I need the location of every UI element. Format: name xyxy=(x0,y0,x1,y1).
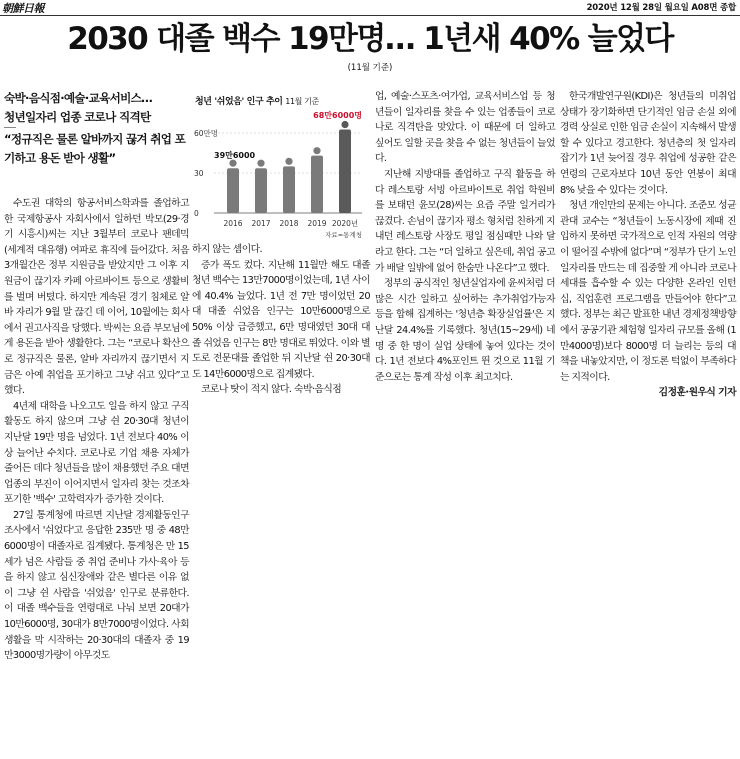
col3-paragraph-2: 지난해 지방대를 졸업하고 구직 활동을 하다 레스토랑 서빙 아르바이트로 취업 학원비를 보태던 윤모(28)씨는 요즘 주말 일거리가 끊겼다. 손님이 끊기자 평소 형처럼 친하게 지내던 레스토랑 사장도 평일 점심때만 나와 달라고 한다. 그는 “더 일하고 싶은데, 취업 공고가 배달 일밖에 없어 한숨만 나온다”고 했다. xyxy=(375,168,555,274)
bar-head-2019 xyxy=(313,147,320,154)
column-1 xyxy=(4,196,189,664)
bar-head-2018 xyxy=(285,158,292,165)
chart xyxy=(192,94,366,240)
x-tick-3: 2019 xyxy=(307,219,327,228)
col4-paragraph-2: 청년 개인만의 문제는 아니다. 조준모 성균관대 교수는 “청년들이 노동시장에 제때 진입하지 못하면 국가적으로 인적 자원의 역량이 떨어질 수밖에 없다”며 “정부가 단기 노인 일자리를 만드는 데 집중할 게 아니라 코로나 세대를 흡수할 수 있는 다양한 온라인 인턴십, 직업훈련 프로그램을 만들어야 한다”고 했다. 정부는 최근 발표한 내년 경제정책방향에서 공공기관 체험형 일자리 규모를 올해 (1만4000명)보다 8000명 더 늘리는 등의 대책을 내놓았지만, 이 정도론 턱없이 부족하다는 지적이다. xyxy=(560,200,736,383)
bar-2020년 xyxy=(339,130,351,213)
masthead xyxy=(0,0,740,16)
y-tick-60: 60만명 xyxy=(194,129,219,138)
x-tick-2: 2018 xyxy=(279,219,299,228)
subhead-line2: 청년일자리 업종 코로나 직격탄 xyxy=(4,109,151,124)
col1-paragraph-3: 27일 통계청에 따르면 지난달 경제활동인구조사에서 '쉬었다'고 응답한 235만 명 중 48만6000명이 대졸자로 집계됐다. 통계청은 만 15세가 넘은 사람들 중 취업 준비나 가사·육아 등을 하지 않고 심신장애와 같은 별다른 이유 없이 그냥 쉰 사람을 '쉬었음' 인구로 분류한다. 이 대졸 백수들을 연령대로 나눠 보면 20대가 10만6000명, 30대가 8만7000명이었다. 사회생활을 막 시작하는 20·30대의 대졸자 중 19만3000명가량이 아무것도 xyxy=(4,509,189,662)
headline: 2030 대졸 백수 19만명… 1년새 40% 늘었다 xyxy=(67,21,673,57)
col2-paragraph-3: 코로나 탓이 적지 않다. 숙박·음식점 xyxy=(201,384,342,396)
col1-paragraph-2: 4년제 대학을 나오고도 일을 하지 않고 구직 활동도 하지 않으며 그냥 쉰 20·30대 청년이 지난달 19만 명을 넘었다. 1년 전보다 40% 이상 늘어난 수치다. 코로나로 기업 채용 자체가 줄어든 데다 청년들을 많이 채용했던 주요 대면 업종의 부진이 이어지면서 일자리 찾는 것조차 포기한 '백수' 고학력자가 증가한 것이다. xyxy=(4,400,189,506)
byline: 김정훈·원우식 기자 xyxy=(658,387,736,399)
headline-basis: (11월 기준) xyxy=(347,63,393,73)
subhead-divider xyxy=(4,127,16,128)
bar-2016 xyxy=(227,168,239,213)
chart-source: 자료=통계청 xyxy=(325,231,362,239)
col1-paragraph-1: 수도권 대학의 항공서비스학과를 졸업하고 한 국제항공사 자회사에서 일하던 박모(29·경기 시흥시)씨는 지난 3월부터 코로나 팬데믹(세계적 대유행) 여파로 휴직에 들어갔다. 처음 3개월간은 정부 지원금을 받았지만 그 이후 지원금이 끊기자 카페 아르바이트 등으로 생활비를 벌며 버텼다. 하지만 계속된 경기 침체로 알바 자리가 9월 말 끊긴 데 이어, 10월에는 회사에서 권고사직을 당했다. 박씨는 요즘 부모님에게 용돈을 받아 생활한다. 그는 “코로나 확산으로 정규직은 물론, 알바 자리까지 끊기면서 지금은 아예 취업을 포기하고 그냥 쉬고 있다”고 했다. xyxy=(4,198,189,397)
bar-2017 xyxy=(255,168,267,213)
subhead-quote: “정규직은 물론 알바까지 끊겨 취업 포기하고 용돈 받아 생활” xyxy=(4,132,186,165)
y-tick-0: 0 xyxy=(194,209,199,218)
label-last: 68만6000명 xyxy=(313,111,362,120)
col4-paragraph-1: 한국개발연구원(KDI)은 청년들의 미취업 상태가 장기화하면 단기적인 임금 손실 외에 경력 상실로 인한 임금 손실이 지속해서 발생할 수 있다고 경고한다. 청년층의 첫 일자리 잡기가 1년 늦어질 경우 취업에 성공한 같은 연령의 근로자보다 10년 동안 연봉이 최대 8% 낮을 수 있다는 것이다. xyxy=(560,91,736,196)
x-tick-4: 2020년 xyxy=(331,219,359,228)
y-tick-30: 30 xyxy=(194,169,204,178)
column-2 xyxy=(192,242,370,398)
bars xyxy=(227,121,351,213)
chart-svg xyxy=(192,106,366,240)
col3-paragraph-1: 업, 예술·스포츠·여가업, 교육서비스업 등 청년들이 일자리를 찾을 수 있는 업종들이 코로나로 직격탄을 맞았다. 이 때문에 더 일하고 싶어도 일할 곳을 찾을 수 없는 청년들이 늘었다. xyxy=(375,91,555,165)
col2-paragraph-2: 증가 폭도 컸다. 지난해 11월만 해도 대졸 청년 백수는 13만7000명이었는데, 1년 사이에 40.4% 늘었다. 1년 전 7만 명이었던 20대 대졸 쉬었음 인구는 10만6000명으로 50% 이상 급증했고, 6만 명대였던 30대 대졸 쉬었음 인구는 8만 명대로 뛰었다. 이와 별도로 전문대를 졸업한 뒤 지난달 쉰 20·30대도 14만6000명으로 집계됐다. xyxy=(192,259,370,380)
subhead-line1: 숙박·음식점·예술·교육서비스… xyxy=(4,91,153,105)
chart-title: 청년 '쉬었음' 인구 추이 xyxy=(195,97,283,107)
bar-2019 xyxy=(311,156,323,213)
subhead xyxy=(4,89,190,167)
x-tick-1: 2017 xyxy=(251,219,271,228)
bar-head-2016 xyxy=(229,160,236,167)
column-4 xyxy=(560,89,736,401)
issue-info: 2020년 12월 28일 월요일 A08면 종합 xyxy=(586,3,736,13)
chart-subtitle: 11월 기준 xyxy=(285,97,319,106)
column-3 xyxy=(375,89,555,385)
x-tick-0: 2016 xyxy=(223,219,243,228)
col2-paragraph-1: 하지 않는 셈이다. xyxy=(192,244,263,255)
col3-paragraph-3: 정부의 공식적인 청년실업자에 윤씨처럼 더 많은 시간 일하고 싶어하는 추가취업가능자 등을 합해 집계하는 '청년층 확장실업률'은 지난달 24.4%를 기록했다. 청년(15~29세) 네 명 중 한 명이 실업 상태에 놓여 있다는 것이다. 1년 전보다 4%포인트 뛴 것으로 11월 기준으로는 통계 작성 이후 최고치다. xyxy=(375,278,555,383)
bar-head-2020년 xyxy=(341,121,348,128)
bar-2018 xyxy=(283,166,295,213)
bar-head-2017 xyxy=(257,160,264,167)
label-first: 39만6000 xyxy=(214,151,256,160)
newspaper-logo: 朝鮮日報 xyxy=(2,2,44,15)
